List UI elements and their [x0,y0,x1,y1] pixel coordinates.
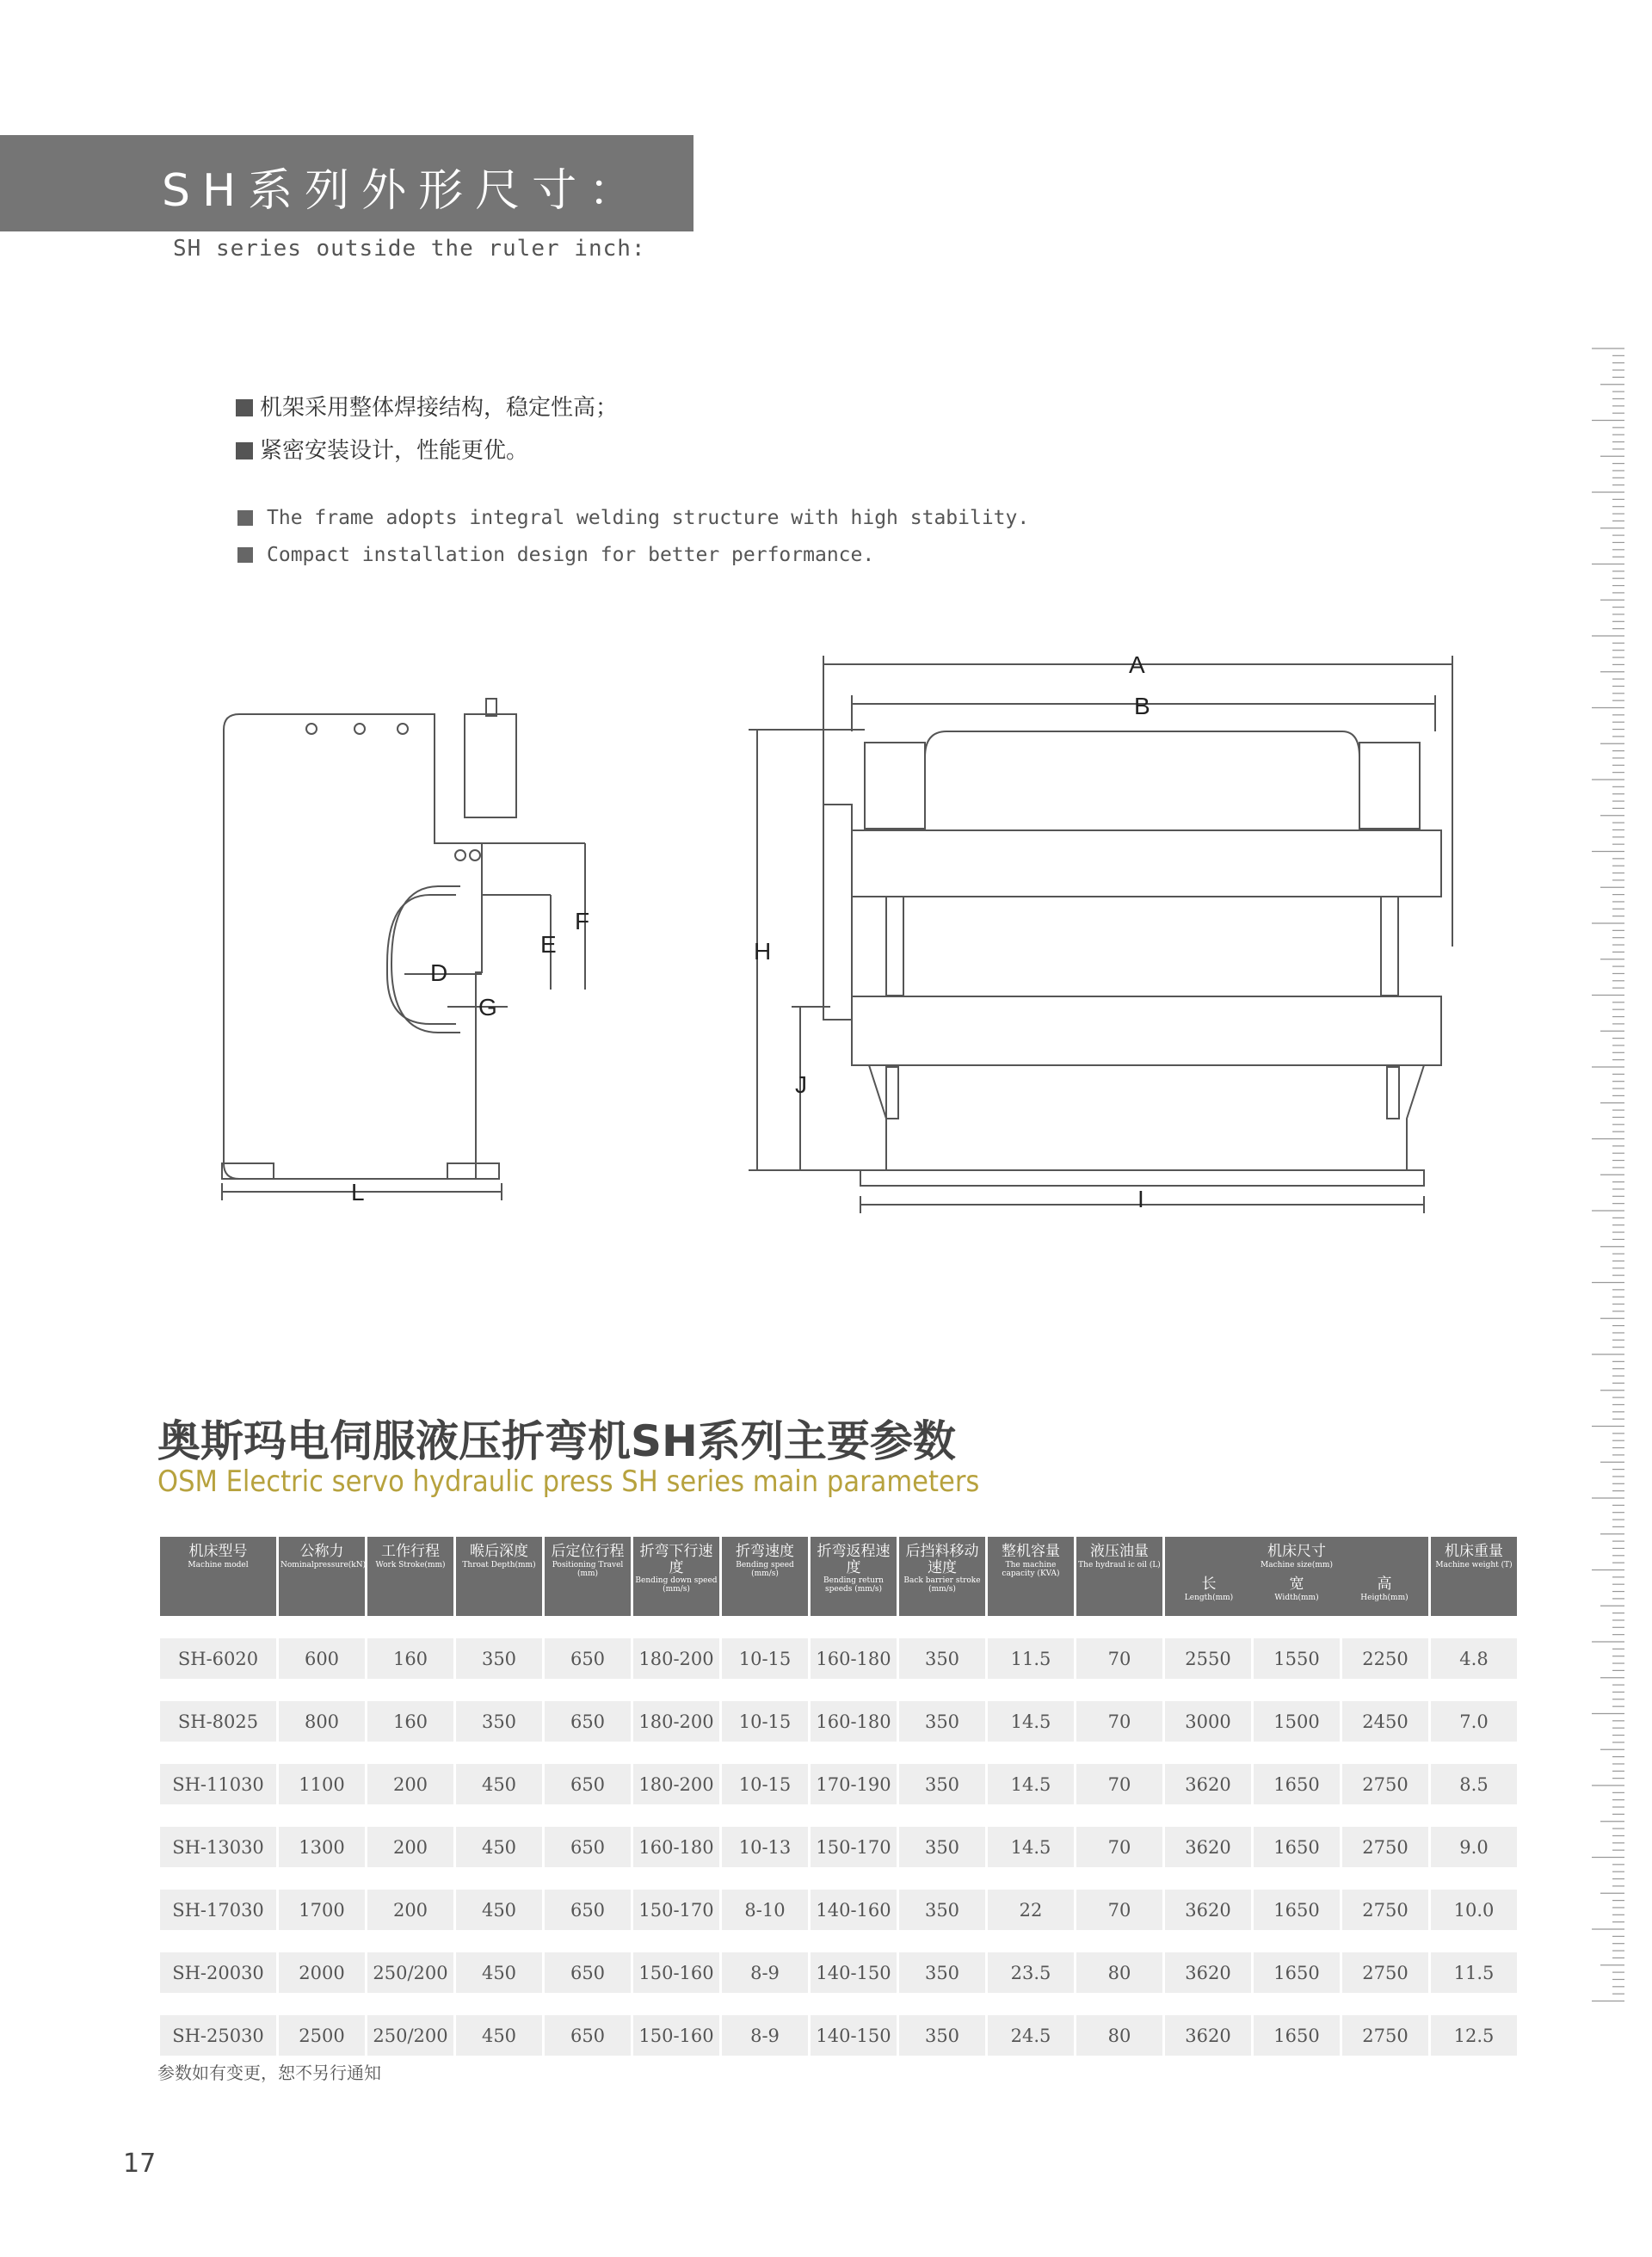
feature-item: 机架采用整体焊接结构，稳定性高； [234,389,1029,432]
table-cell: 3620 [1165,1764,1251,1804]
table-row [160,1764,1517,1804]
table-cell: 80 [1076,1952,1162,1993]
table-row [160,1890,1517,1930]
dim-label-b: B [1134,693,1150,719]
table-cell: 10.0 [1431,1890,1517,1930]
table-cell: 2750 [1342,1890,1428,1930]
row-spacer [160,1930,1517,1952]
table-cell: SH-6020 [160,1638,276,1679]
table-cell: 8.5 [1431,1764,1517,1804]
dimension-subheader: 长 Length(mm) [1184,1576,1234,1602]
dim-label-e: E [540,931,557,958]
table-cell: 350 [899,1701,985,1742]
table-cell: 160-180 [811,1701,897,1742]
bullet-square-icon [236,399,253,416]
table-row [160,1638,1517,1679]
table-cell: 80 [1076,2015,1162,2056]
table-cell: 1650 [1254,2015,1340,2056]
table-cell: 140-160 [811,1890,897,1930]
table-header-cell: 折弯返程速度 Bending return speeds (mm/s) [811,1537,897,1616]
table-header-cell: 机床型号 Machine model [160,1537,276,1616]
bullet-square-icon [236,442,253,459]
table-cell: 180-200 [633,1638,719,1679]
table-cell: 450 [456,1952,542,1993]
side-frame [224,714,482,1179]
feature-item-en: The frame adopts integral welding structure with high stability. [234,501,1029,538]
table-header-cell: 喉后深度 Throat Depth(mm) [456,1537,542,1616]
section-subtitle: OSM Electric servo hydraulic press SH series main parameters [157,1465,980,1499]
table-cell: 14.5 [988,1827,1074,1867]
table-header-cell: 液压油量 The hydraul ic oil (L) [1076,1537,1162,1616]
table-cell: 2550 [1165,1638,1251,1679]
table-cell: 11.5 [988,1638,1074,1679]
table-cell: 160-180 [633,1827,719,1867]
page-title: SH系列外形尺寸： [162,165,646,217]
table-cell: 8-9 [722,2015,808,2056]
table-cell: 140-150 [811,1952,897,1993]
dim-label-g: G [478,994,497,1021]
table-cell: 70 [1076,1638,1162,1679]
page-subtitle: SH series outside the ruler inch: [173,236,646,262]
table-cell: 70 [1076,1827,1162,1867]
dim-label-i: I [1137,1186,1144,1212]
table-cell: 350 [899,1638,985,1679]
table-header-cell: 折弯下行速度 Bending down speed (mm/s) [633,1537,719,1616]
title-band [0,135,693,231]
table-cell: SH-13030 [160,1827,276,1867]
feature-item: 紧密安装设计，性能更优。 [234,432,1029,475]
table-cell: 350 [899,1764,985,1804]
table-row [160,1952,1517,1993]
table-cell: 350 [456,1638,542,1679]
table-cell: 3000 [1165,1701,1251,1742]
bullet-square-icon [237,510,253,526]
table-cell: 200 [367,1890,453,1930]
feature-item-en: Compact installation design for better performance. [234,538,1029,575]
parameter-table [157,1537,1519,2056]
table-cell: 200 [367,1827,453,1867]
table-cell: SH-20030 [160,1952,276,1993]
table-cell: 450 [456,1827,542,1867]
table-cell: 2750 [1342,2015,1428,2056]
page-number: 17 [123,2149,157,2179]
table-cell: 3620 [1165,1952,1251,1993]
feature-list [234,389,1029,575]
table-cell: 150-170 [633,1890,719,1930]
table-cell: 10-15 [722,1701,808,1742]
table-cell: 8-10 [722,1890,808,1930]
table-cell: 4.8 [1431,1638,1517,1679]
row-spacer [160,1804,1517,1827]
table-header-cell: 后定位行程 Positioning Travel (mm) [545,1537,631,1616]
section-title: 奥斯玛电伺服液压折弯机SH系列主要参数 [157,1416,956,1466]
table-cell: 2750 [1342,1952,1428,1993]
dim-label-l: L [351,1179,365,1206]
table-cell: 9.0 [1431,1827,1517,1867]
table-cell: SH-25030 [160,2015,276,2056]
table-cell: 600 [279,1638,365,1679]
table-cell: 70 [1076,1701,1162,1742]
table-cell: 2450 [1342,1701,1428,1742]
table-cell: 2000 [279,1952,365,1993]
table-cell: 350 [899,1952,985,1993]
dim-label-a: A [1129,651,1145,678]
table-cell: 160 [367,1638,453,1679]
table-cell: 11.5 [1431,1952,1517,1993]
throat-outer [391,886,460,1033]
row-spacer [160,1993,1517,2015]
table-cell: 650 [545,1952,631,1993]
table-cell: 23.5 [988,1952,1074,1993]
table-cell: 2500 [279,2015,365,2056]
table-row [160,2015,1517,2056]
table-cell: 10-15 [722,1764,808,1804]
table-cell: 650 [545,1827,631,1867]
dim-label-d: D [430,959,448,986]
table-cell: 650 [545,1890,631,1930]
lower-frame [852,1065,1441,1170]
table-cell: 8-9 [722,1952,808,1993]
table-header-cell: 机床重量 Machine weight (T) [1431,1537,1517,1616]
table-row [160,1827,1517,1867]
table-cell: SH-11030 [160,1764,276,1804]
table-cell: 2750 [1342,1827,1428,1867]
table-cell: 70 [1076,1890,1162,1930]
table-cell: 350 [899,1890,985,1930]
table-cell: 650 [545,1764,631,1804]
table-cell: 14.5 [988,1764,1074,1804]
table-cell: 140-150 [811,2015,897,2056]
table-cell: 22 [988,1890,1074,1930]
table-header-row [160,1537,1517,1616]
table-cell: 150-160 [633,2015,719,2056]
table-cell: 450 [456,2015,542,2056]
table-cell: 10-13 [722,1827,808,1867]
table-cell: 70 [1076,1764,1162,1804]
table-cell: 150-170 [811,1827,897,1867]
table-row [160,1701,1517,1742]
dim-label-h: H [754,938,772,965]
table-cell: 650 [545,2015,631,2056]
bullet-square-icon [237,547,253,563]
table-cell: 2250 [1342,1638,1428,1679]
disclaimer-note: 参数如有变更，恕不另行通知 [157,2063,381,2083]
table-cell: 160-180 [811,1638,897,1679]
table-cell: 450 [456,1890,542,1930]
table-cell: 200 [367,1764,453,1804]
table-cell: 800 [279,1701,365,1742]
row-spacer [160,1742,1517,1764]
table-cell: 650 [545,1638,631,1679]
table-cell: 1650 [1254,1890,1340,1930]
table-cell: 12.5 [1431,2015,1517,2056]
table-cell: 1550 [1254,1638,1340,1679]
row-spacer [160,1616,1517,1638]
table-cell: 7.0 [1431,1701,1517,1742]
table-cell: 1100 [279,1764,365,1804]
table-cell: 1650 [1254,1764,1340,1804]
table-cell: 14.5 [988,1701,1074,1742]
table-cell: 350 [899,1827,985,1867]
table-cell: 250/200 [367,2015,453,2056]
row-spacer [160,1867,1517,1890]
table-cell: 180-200 [633,1764,719,1804]
table-header-cell: 机床尺寸 Machine size(mm) 长 Length(mm) 宽 Width(mm) 高 Heigth(mm) [1165,1537,1428,1616]
upper-beam [925,731,1359,830]
dim-label-f: F [575,908,590,934]
table-cell: 250/200 [367,1952,453,1993]
table-cell: 350 [456,1701,542,1742]
row-spacer [160,1679,1517,1701]
table-cell: 10-15 [722,1638,808,1679]
table-header-cell: 折弯速度 Bending speed (mm/s) [722,1537,808,1616]
dim-label-j: J [795,1071,807,1098]
table-cell: 1650 [1254,1827,1340,1867]
table-cell: 350 [899,2015,985,2056]
table-cell: 150-160 [633,1952,719,1993]
table-cell: 3620 [1165,2015,1251,2056]
table-cell: 1650 [1254,1952,1340,1993]
table-cell: SH-17030 [160,1890,276,1930]
dimension-drawing [0,637,1652,1222]
table-cell: SH-8025 [160,1701,276,1742]
table-cell: 180-200 [633,1701,719,1742]
table-cell: 1300 [279,1827,365,1867]
table-cell: 170-190 [811,1764,897,1804]
dimension-subheader: 宽 Width(mm) [1274,1576,1319,1602]
table-cell: 160 [367,1701,453,1742]
table-cell: 450 [456,1764,542,1804]
table-header-cell: 公称力 Nominalpressure(kN) [279,1537,365,1616]
table-cell: 24.5 [988,2015,1074,2056]
table-cell: 1500 [1254,1701,1340,1742]
table-cell: 650 [545,1701,631,1742]
table-cell: 3620 [1165,1890,1251,1930]
table-cell: 1700 [279,1890,365,1930]
table-header-cell: 工作行程 Work Stroke(mm) [367,1537,453,1616]
table-header-cell: 后挡料移动速度 Back barrier stroke (mm/s) [899,1537,985,1616]
table-header-cell: 整机容量 The machine capacity (KVA) [988,1537,1074,1616]
dimension-subheader: 高 Heigth(mm) [1360,1576,1409,1602]
table-cell: 2750 [1342,1764,1428,1804]
table-cell: 3620 [1165,1827,1251,1867]
